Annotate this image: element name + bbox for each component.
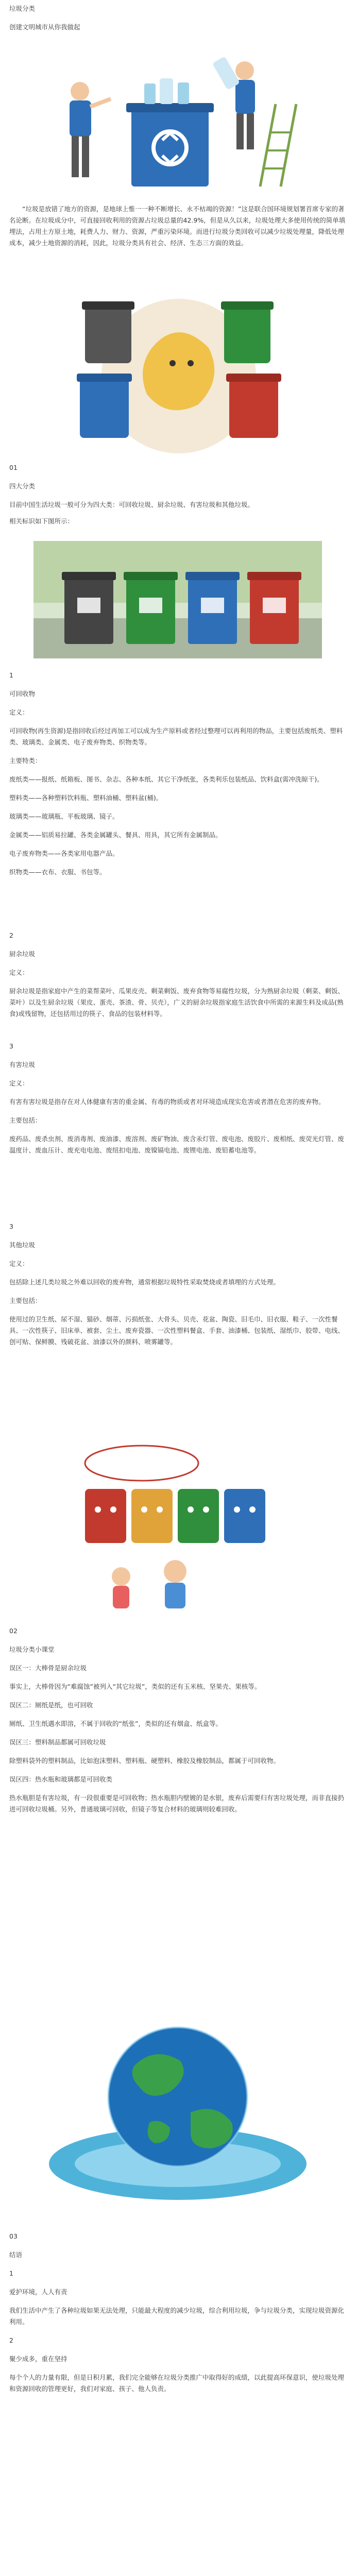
list-item: 塑料类——各种塑料饮料瓶、塑料油桶、塑料盆(桶)。 [9, 794, 163, 802]
myth-text: 除塑料袋外的塑料制品，比如泡沫塑料、塑料瓶、硬塑料、橡胶及橡胶制品，都属于可回收物。 [9, 1757, 280, 1765]
myth-label: 误区四：热水瓶和玻璃都是可回收类 [9, 1775, 113, 1783]
earth-water-image [21, 1994, 335, 2215]
main-types-text: 废药品、废杀虫剂、废消毒剂、废油漆、废溶剂、废矿物油、废含汞灯管、废电池、废胶片、废相纸、废荧光灯管、废温度计、废血压计、废充电电池、废纽扣电池、废镍镉电池、废锂电池、废铅蓄电池等。 [9, 1135, 345, 1154]
list-item: 电子废弃物类——各类家用电器产品。 [9, 850, 119, 857]
myth-label: 误区二：厕纸是纸，也可回收 [9, 1701, 93, 1709]
subsection-number: 1 [9, 671, 13, 679]
main-types-text: 使用过的卫生纸、尿不湿、猫砂、烟蒂、污损纸张、大骨头、贝壳、花盆、陶瓷、旧毛巾、旧衣服、鞋子、一次性餐具、一次性筷子、旧床单、被套、尘土、废弃瓷器、一次性塑料餐盒、手套、油漆桶、包装纸、湿纸巾、胶带、电线、创可贴、保鲜膜、残破花盆、油漆以外的颜料、喷雾罐等。 [9, 1315, 345, 1346]
definition-label: 定义： [9, 1079, 29, 1087]
section-02 [9, 1625, 348, 1815]
list-item: 废纸类——报纸、纸箱板、图书、杂志、各种本纸、其它干净纸张，各类利乐包装纸品、饮料盒(需冲洗晾干)。 [9, 775, 324, 783]
article-header [9, 3, 348, 33]
bins-speech-illustration [64, 1443, 294, 1613]
subsection-title: 有害垃圾 [9, 1061, 36, 1069]
section-number: 02 [9, 1627, 18, 1635]
myth-text: 事实上，大棒骨因为“难腐蚀”被列入“其它垃圾”，类似的还有玉米核、坚果壳、果核等。 [9, 1683, 261, 1690]
list-item: 玻璃类——玻璃瓶、平板玻璃、镜子。 [9, 812, 119, 820]
intro-section [9, 204, 348, 249]
four-bins-photo [33, 541, 322, 658]
myth-text: 厕纸、卫生纸遇水即溶，不属于回收的“纸张”，类似的还有烟盒、纸盒等。 [9, 1720, 222, 1727]
section-title: 四大分类 [9, 482, 36, 490]
myth-text: 热水瓶胆是有害垃圾，有一段很重要是可回收物；热水瓶胆内壁镀的是水银，废弃后需要归有害垃圾处理，而非直接扔进可回收垃圾桶。另外，普通玻璃可回收，但镜子等复合材料的玻璃则较难回收。 [9, 1794, 345, 1813]
subsection-title: 可回收物 [9, 690, 36, 698]
subsection-number: 3 [9, 1042, 13, 1050]
section-paragraph: 目前中国生活垃圾一般可分为四大类：可回收垃圾、厨余垃圾、有害垃圾和其他垃圾。 [9, 501, 254, 509]
list-item: 金属类——铝质易拉罐、各类金属罐头、餐具、用具，其它所有金属制品。 [9, 831, 222, 839]
section-03 [9, 2231, 348, 2395]
definition-label: 定义： [9, 1260, 29, 1267]
subsection-number: 2 [9, 931, 13, 939]
kitchen-waste-subsection [9, 930, 348, 1020]
definition-text: 可回收物(再生资源)是指回收后经过再加工可以成为生产原料或者经过整理可以再利用的物品，主要包括废纸类、塑料类、玻璃类、金属类、电子废弃物类、织物类等。 [9, 727, 343, 746]
page-subtitle: 创建文明城市从你我做起 [9, 23, 80, 31]
section-title: 垃圾分类小课堂 [9, 1646, 55, 1653]
list-item: 织物类——衣布、衣服、书包等。 [9, 868, 106, 876]
harmful-waste-subsection [9, 1041, 348, 1156]
closing-paragraph: 我们生活中产生了各种垃圾如果无法处理，只能最大程度的减少垃圾，综合利用垃圾，争与垃圾分类，实现垃圾资源化利用。 [9, 2307, 345, 2326]
section-title: 结语 [9, 2251, 23, 2259]
subsection-number: 3 [9, 1223, 13, 1230]
definition-text: 有害有害垃圾是指存在对人体健康有害的重金属、有毒的物质或者对环境造成现实危害或者潜在危害的废弃物。 [9, 1098, 325, 1106]
definition-label: 定义： [9, 969, 29, 976]
section-number: 03 [9, 2232, 18, 2240]
subsection-title: 其他垃圾 [9, 1241, 36, 1249]
section-number: 01 [9, 464, 18, 471]
definition-label: 定义： [9, 708, 29, 716]
page-title: 垃圾分类 [9, 5, 36, 12]
section-01 [9, 462, 348, 527]
hero-recycling-illustration [33, 47, 322, 192]
other-waste-subsection [9, 1221, 348, 1348]
cartoon-bins-illustration [59, 286, 299, 456]
recyclable-subsection [9, 670, 348, 878]
main-types-label: 主要包括： [9, 1297, 42, 1304]
myth-label: 误区一：大棒骨是厨余垃圾 [9, 1664, 87, 1672]
definition-text: 厨余垃圾是指家庭中产生的菜帮菜叶、瓜果皮壳、剩菜剩饭、废弃食物等易腐性垃圾，分为熟厨余垃圾（剩菜、剩饭、菜叶）以及生厨余垃圾（果皮、蛋壳、茶渣、骨、贝壳），广义的厨余垃圾指家庭生活饮食中所需的来源生料及成品(熟食)或残留物，还包括用过的筷子、食品的包装材料等。 [9, 987, 345, 1018]
subsection-number: 2 [9, 2336, 13, 2344]
subsection-title: 厨余垃圾 [9, 950, 36, 958]
closing-paragraph: 每个个人的力量有限，但是日积月累，我们完全能够在垃圾分类推广中取得好的成绩，以此提高环保意识，使垃圾处理和资源回收的管理更好，我们对家庭、孩子、他人负责。 [9, 2374, 345, 2393]
subsection-title: 聚少成多，重在坚持 [9, 2355, 67, 2363]
subsection-number: 1 [9, 2269, 13, 2277]
section-paragraph: 相关标识如下图所示： [9, 517, 74, 525]
myth-label: 误区三：塑料制品都属可回收垃圾 [9, 1738, 106, 1746]
definition-text: 包括除上述几类垃圾之外难以回收的废弃物，通常根据垃圾特性采取焚烧或者填埋的方式处理。 [9, 1278, 280, 1286]
main-types-label: 主要包括： [9, 1116, 42, 1124]
main-types-label: 主要特类： [9, 757, 42, 765]
subsection-title: 爱护环境，人人有责 [9, 2288, 67, 2296]
intro-paragraph: “垃圾是放错了地方的资源，是地球上惟一一种不断增长、永不枯竭的资源！”这是联合国环境规划署首席专家的著名论断。在垃圾成分中，可直接回收利用的资源占垃圾总量的42.9%，但是从久以来，垃圾处理大多使用传统的简单填埋法，占用土方原土地，耗费人力、财力、资源，严重污染环境。而进行垃圾分类回收可以减少垃圾处理量，降低处理成本，减少土地资源的消耗，因此，垃圾分类具有社会、经济、生态三方面的效益。 [9, 205, 346, 247]
